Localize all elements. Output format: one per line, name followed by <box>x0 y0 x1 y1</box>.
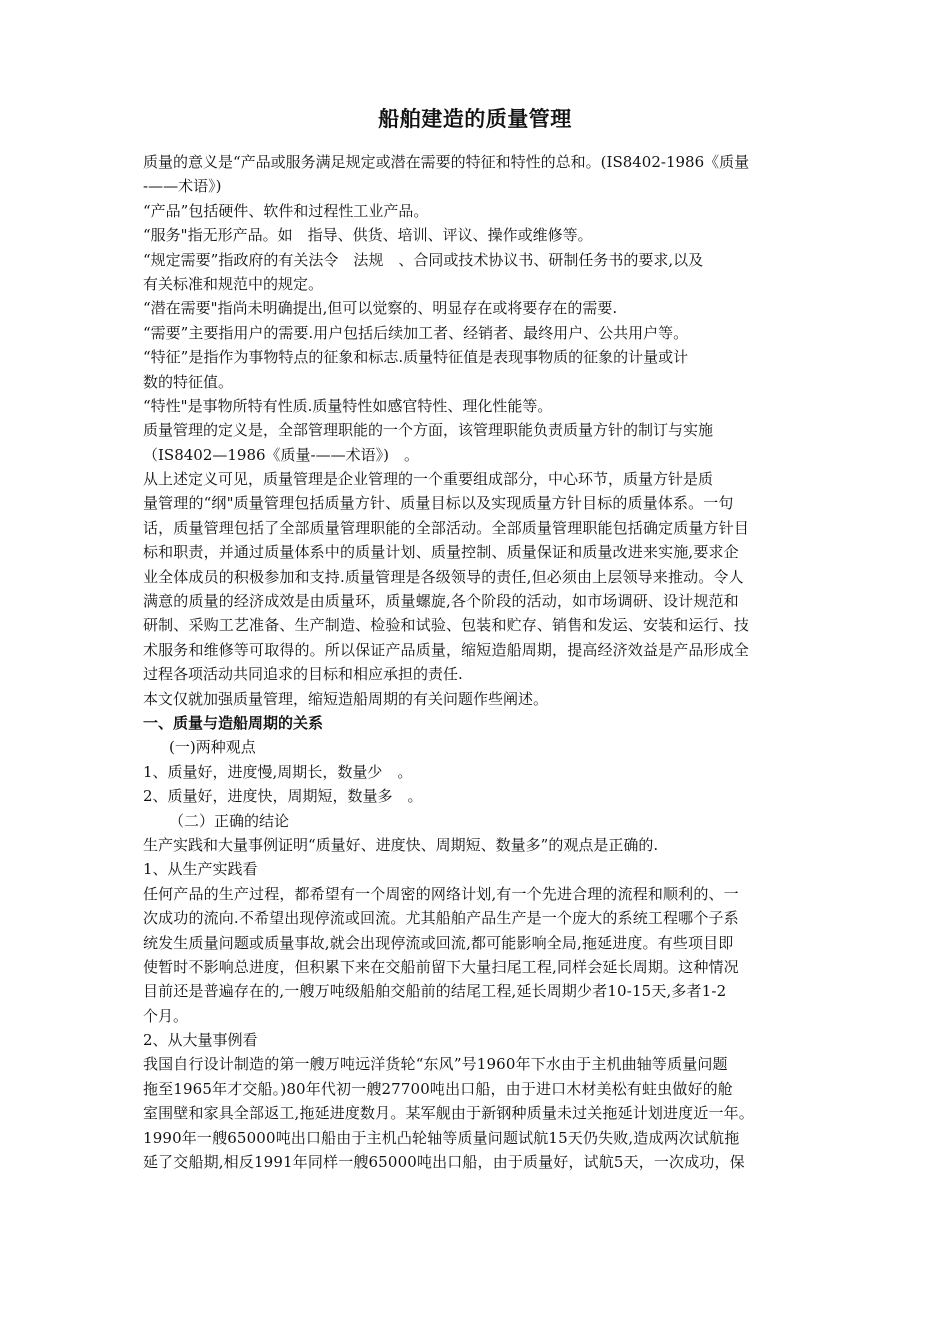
text-line: 质量的意义是“产品或服务满足规定或潜在需要的特征和特性的总和。(IS8402-1986《质量 <box>143 153 750 171</box>
subsection-heading: （二）正确的结论 <box>169 811 290 830</box>
text-line: -——术语》) <box>143 177 222 196</box>
sub-heading: 1、从生产实践看 <box>143 860 258 879</box>
text-line: 任何产品的生产过程，都希望有一个周密的网络计划,有一个先进合理的流程和顺利的、一 <box>143 884 739 903</box>
text-line: 延了交船期,相反1991年同样一艘65000吨出口船，由于质量好，试航5天，一次成功，保 <box>143 1153 745 1172</box>
text-line: （IS8402—1986《质量-——术语》) 。 <box>143 445 419 464</box>
text-line: 业全体成员的积极参加和支持.质量管理是各级领导的责任,但必须由上层领导来推动。令人 <box>143 567 744 586</box>
text-line: 话，质量管理包括了全部质量管理职能的全部活动。全部质量管理职能包括确定质量方针目 <box>143 518 750 537</box>
text-line: “服务"指无形产品。如 指导、供货、培训、评议、操作或维修等。 <box>143 226 593 245</box>
text-line: 个月。 <box>143 1006 189 1025</box>
sub-heading: 2、从大量事例看 <box>143 1031 258 1050</box>
text-line: 有关标准和规范中的规定。 <box>143 274 324 293</box>
text-line: 满意的质量的经济成效是由质量环，质量螺旋,各个阶段的活动，如市场调研、设计规范和 <box>143 592 739 611</box>
text-line: 次成功的流向.不希望出现停流或回流。尤其船舶产品生产是一个庞大的系统工程哪个子系 <box>143 909 739 928</box>
text-line: 统发生质量问题或质量事故,就会出现停流或回流,都可能影响全局,拖延进度。有些项目即 <box>143 933 734 952</box>
text-line: 本文仅就加强质量管理，缩短造船周期的有关问题作些阐述。 <box>143 689 549 708</box>
text-line: “需要”主要指用户的需要.用户包括后续加工者、经销者、最终用户、公共用户等。 <box>143 323 689 342</box>
text-line: 过程各项活动共同追求的目标和相应承担的责任. <box>143 665 463 684</box>
text-line: 室围壁和家具全部返工,拖延进度数月。某军舰由于新钢种质量未过关拖延计划进度近一年。 <box>143 1104 754 1123</box>
text-line: “产品”包括硬件、软件和过程性工业产品。 <box>143 201 429 220</box>
text-line: 使暂时不影响总进度，但积累下来在交船前留下大量扫尾工程,同样会延长周期。这种情况 <box>143 957 739 976</box>
text-line: 术服务和维修等可取得的。所以保证产品质量，缩短造船周期，提高经济效益是产品形成全 <box>143 640 750 659</box>
text-line: “规定需要”指政府的有关法令 法规 、合同或技术协议书、研制任务书的要求,以及 <box>143 250 704 269</box>
text-line: 标和职责，并通过质量体系中的质量计划、质量控制、质量保证和质量改进来实施,要求企 <box>143 543 739 562</box>
section-heading: 一、质量与造船周期的关系 <box>143 713 324 732</box>
text-line: 目前还是普遍存在的,一艘万吨级船舶交船前的结尾工程,延长周期少者10-15天,多者1-2 <box>143 982 727 1001</box>
text-line: “潜在需要"指尚未明确提出,但可以觉察的、明显存在或将要存在的需要. <box>143 299 618 318</box>
text-line: 从上述定义可见，质量管理是企业管理的一个重要组成部分，中心环节，质量方针是质 <box>143 470 714 489</box>
text-line: “特性"是事物所特有性质.质量特性如感官特性、理化性能等。 <box>143 396 553 415</box>
list-item: 1、质量好，进度慢,周期长，数量少 。 <box>143 762 413 781</box>
text-line: 我国自行设计制造的第一艘万吨远洋货轮“东风”号1960年下水由于主机曲轴等质量问题 <box>143 1055 728 1074</box>
text-line: 质量管理的定义是，全部管理职能的一个方面，该管理职能负责质量方针的制订与实施 <box>143 421 714 440</box>
text-line: 生产实践和大量事例证明“质量好、进度快、周期短、数量多”的观点是正确的. <box>143 835 659 854</box>
subsection-heading: (一)两种观点 <box>169 738 256 757</box>
text-line: 拖至1965年才交船。)80年代初一艘27700吨出口船，由于进口木材美松有蛀虫做好的舱 <box>143 1079 733 1098</box>
text-line: “特征”是指作为事物特点的征象和标志.质量特征值是表现事物质的征象的计量或计 <box>143 348 689 367</box>
text-line: 1990年一艘65000吨出口船由于主机凸轮轴等质量问题试航15天仍失败,造成两次试航拖 <box>143 1128 740 1147</box>
document-body <box>143 150 823 1174</box>
text-line: 数的特征值。 <box>143 372 234 391</box>
document-title: 船舶建造的质量管理 <box>378 107 572 131</box>
list-item: 2、质量好，进度快，周期短，数量多 。 <box>143 787 423 806</box>
text-line: 量管理的“纲"质量管理包括质量方针、质量目标以及实现质量方针目标的质量体系。一句 <box>143 494 734 513</box>
text-line: 研制、采购工艺准备、生产制造、检验和试验、包装和贮存、销售和发运、安装和运行、技 <box>143 616 750 635</box>
